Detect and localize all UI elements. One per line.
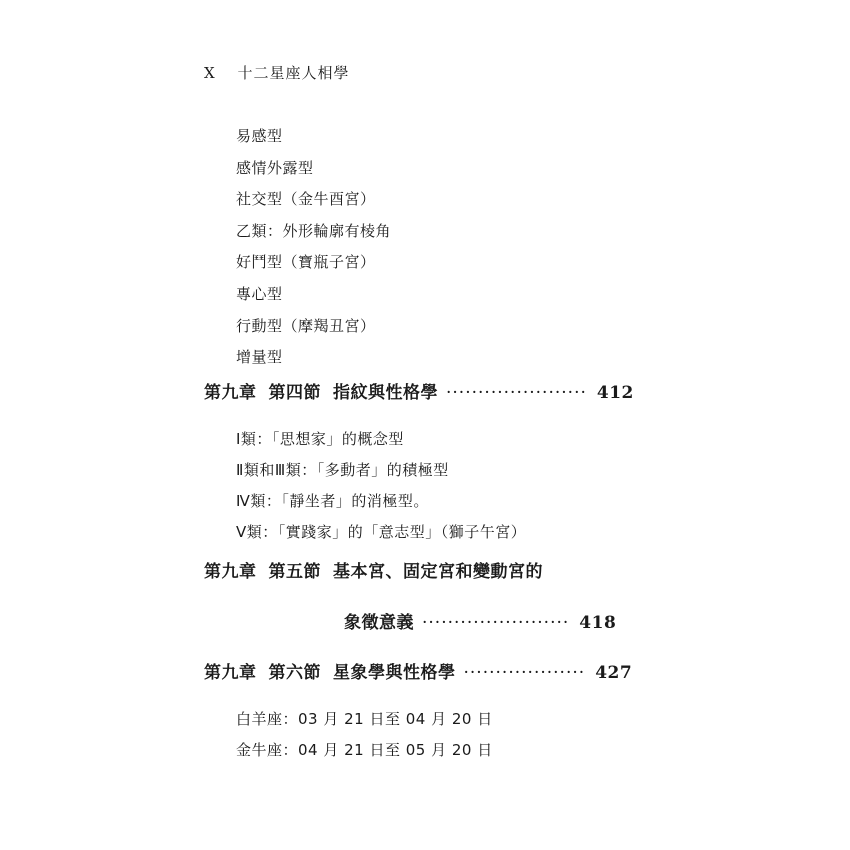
dot-leader: ······················· [422, 613, 570, 633]
book-title: 十二星座人相學 [237, 64, 350, 82]
chapter-label: 第九章 [204, 562, 257, 582]
toc-item: 白羊座：03 月 21 日至 04 月 20 日 [236, 710, 493, 728]
section-title: 指紋與性格學 [333, 383, 438, 403]
section-label: 第五節 [268, 562, 321, 582]
toc-item: 乙類：外形輪廓有棱角 [236, 222, 392, 240]
toc-item: 增量型 [236, 348, 283, 366]
toc-item: Ⅱ類和Ⅲ類：「多動者」的積極型 [236, 461, 449, 479]
chapter-label: 第九章 [204, 663, 257, 683]
toc-item: 行動型（摩羯丑宮） [236, 317, 376, 335]
toc-heading-section-5-continued [344, 608, 616, 633]
toc-item: 社交型（金牛酉宮） [236, 190, 376, 208]
section-title-line2: 象徵意義 [344, 613, 414, 633]
toc-item: 感情外露型 [236, 159, 314, 177]
toc-item: 好鬥型（寶瓶子宮） [236, 253, 376, 271]
section-title: 星象學與性格學 [333, 663, 456, 683]
page-number: 427 [595, 663, 633, 683]
toc-item: 專心型 [236, 285, 283, 303]
page-number: 418 [579, 613, 617, 633]
toc-heading-section-6 [204, 658, 632, 683]
toc-heading-section-4 [204, 378, 634, 403]
page-folio: X [204, 64, 216, 82]
toc-item: 金牛座：04 月 21 日至 05 月 20 日 [236, 741, 493, 759]
section-title-line1: 基本宮、固定宮和變動宮的 [333, 562, 543, 582]
chapter-label: 第九章 [204, 383, 257, 403]
toc-item: Ⅳ類：「靜坐者」的消極型。 [236, 492, 429, 510]
toc-heading-section-5 [204, 557, 543, 582]
page-number: 412 [596, 383, 634, 403]
section-label: 第四節 [268, 383, 321, 403]
running-head [204, 62, 349, 83]
toc-item: Ⅴ類：「實踐家」的「意志型」（獅子午宮） [236, 523, 527, 541]
dot-leader: ······················ [446, 383, 587, 403]
dot-leader: ··················· [463, 663, 586, 683]
toc-item: Ⅰ類：「思想家」的概念型 [236, 430, 404, 448]
toc-item: 易感型 [236, 127, 283, 145]
section-label: 第六節 [268, 663, 321, 683]
